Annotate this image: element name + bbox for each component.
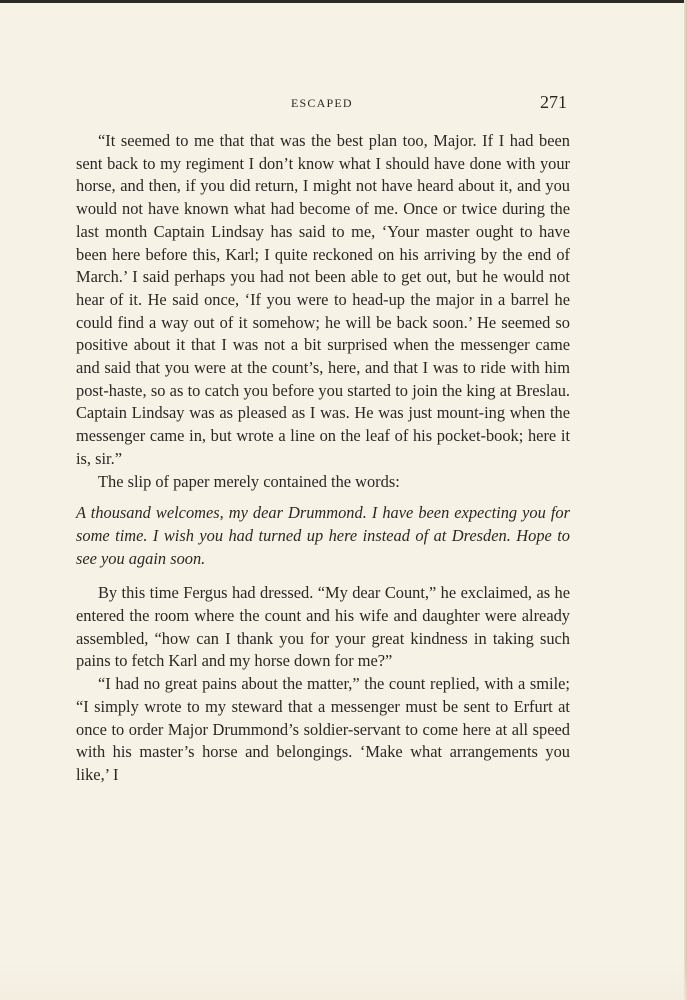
paragraph-fergus-dressed: By this time Fergus had dressed. “My dear Count,” he exclaimed, as he entered the room where the count and his wife and daughter were already assembled, “how can I thank you for your great kindness in taking such pains to fetch Karl and my horse down for me?” xyxy=(76,583,570,671)
paragraph-count-reply: “I had no great pains about the matter,” the count replied, with a smile; “I simply wrote to my steward that a messenger must be sent to Erfurt at once to order Major Drummond’s soldier-servant to come here at all speed with his master’s horse and belongings. ‘Make what arrangements you like,’ I xyxy=(76,674,570,784)
paragraph-karl-speech: “It seemed to me that that was the best plan too, Major. If I had been sent back to my regiment I don’t know what I should have done with your horse, and then, if you did return, I might not have heard about it, and you would not have known what had become of me. Once or twice during the last month Captain Lindsay has said to me, ‘Your master ought to have been here before this, Karl; I quite reckoned on his arriving by the end of March.’ I said perhaps you had not been able to get out, but he would not hear of it. He said once, ‘If you were to head-up the major in a barrel he could find a way out of it somehow; he will be back soon.’ He seemed so positive about it that I was not a bit surprised when the messenger came and said that you were at the count’s, here, and that I was to ride with him post-haste, so as to catch you before you started to join the king at Breslau. Captain Lindsay was as pleased as I was. He was just mount-ing when the messenger came in, but wrote a line on the leaf of his pocket-book; here it is, sir.” xyxy=(76,131,570,468)
page-top-border xyxy=(0,0,687,3)
running-head xyxy=(0,92,687,116)
running-title: ESCAPED xyxy=(291,96,353,110)
paragraph-slip-intro: The slip of paper merely contained the words: xyxy=(98,471,400,491)
body-text xyxy=(76,130,570,787)
quoted-note: A thousand welcomes, my dear Drummond. I have been expecting you for some time. I wish you had turned up here instead of at Dresden. Hope to see you again soon. xyxy=(76,503,570,568)
page-number: 271 xyxy=(540,92,567,112)
page-bottom-shade xyxy=(0,960,687,1000)
